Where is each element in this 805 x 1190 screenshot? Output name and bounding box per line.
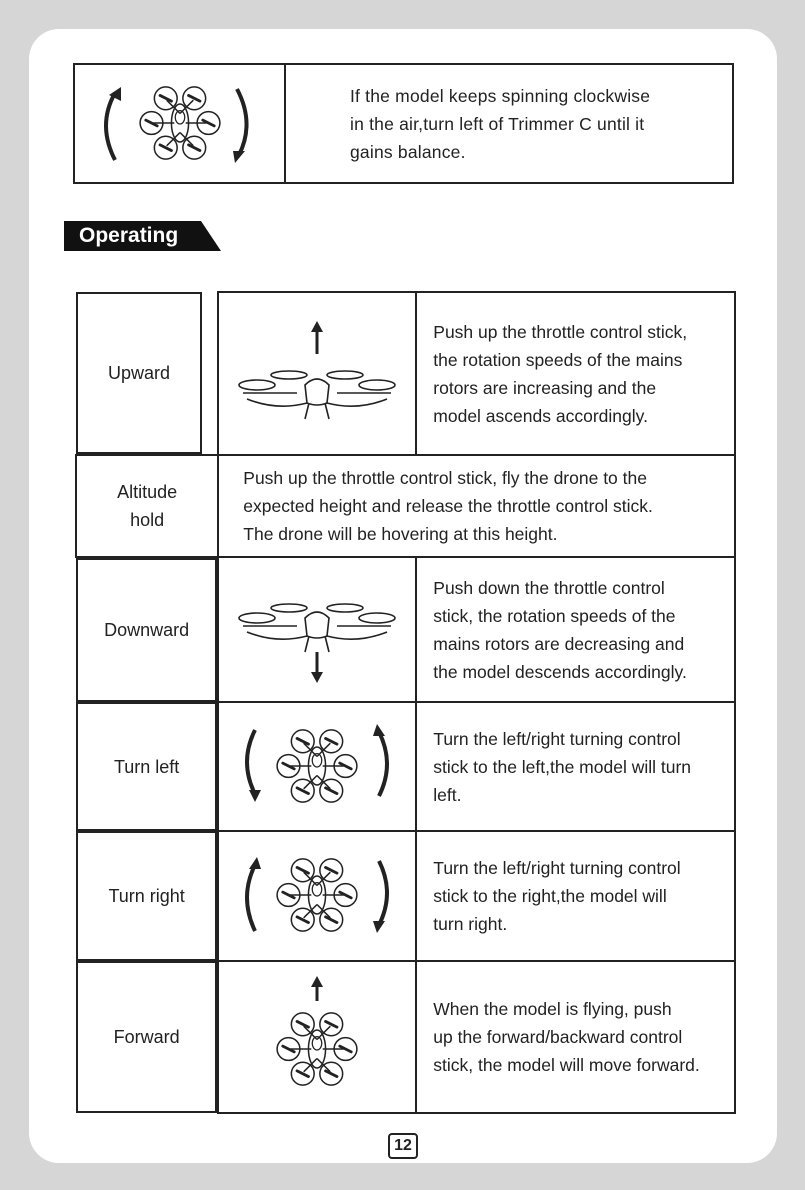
- op-label: Forward: [76, 961, 217, 1113]
- table-row: [76, 831, 735, 961]
- drone-top-turn-right-icon: [219, 835, 415, 957]
- drone-top-spin-ccw-icon: [75, 65, 286, 182]
- drone-top-forward-icon: [219, 965, 415, 1109]
- op-description: Turn the left/right turning control stick to the right,the model will turn right.: [416, 831, 735, 961]
- section-title: Operating: [79, 224, 179, 247]
- drone-top-turn-left-icon: [219, 706, 415, 827]
- op-icon-cell: [218, 961, 416, 1113]
- op-icon-cell: [218, 557, 416, 702]
- trim-icon-cell: [75, 65, 286, 182]
- trim-text-line: If the model keeps spinning clockwise: [350, 86, 651, 106]
- op-label: Altitude hold: [76, 455, 218, 557]
- table-row: [76, 702, 735, 831]
- op-label: Turn left: [76, 702, 217, 831]
- trim-text-line: in the air,turn left of Trimmer C until it: [350, 114, 645, 134]
- trim-info-box: [73, 63, 734, 184]
- table-row: [76, 292, 735, 455]
- op-description: Push up the throttle control stick, fly the drone to the expected height and release the throttle control stick. The drone will be hovering at this height.: [218, 455, 735, 557]
- op-label: Upward: [76, 292, 202, 454]
- trim-text-line: gains balance.: [350, 142, 466, 162]
- op-description: Push up the throttle control stick, the rotation speeds of the mains rotors are increasing and the model ascends accordingly.: [416, 292, 735, 455]
- op-description: Turn the left/right turning control stick to the left,the model will turn left.: [416, 702, 735, 831]
- op-label: Downward: [76, 558, 217, 702]
- op-description: When the model is flying, push up the forward/backward control stick, the model will move forward.: [416, 961, 735, 1113]
- drone-side-down-icon: [219, 562, 415, 698]
- drone-side-up-icon: [219, 299, 415, 449]
- operations-table: [75, 291, 736, 1114]
- op-description: Push down the throttle control stick, the rotation speeds of the mains rotors are decreasing and the model descends accordingly.: [416, 557, 735, 702]
- table-row: [76, 961, 735, 1113]
- table-row: [76, 455, 735, 557]
- table-row: [76, 557, 735, 702]
- op-icon-cell: [218, 831, 416, 961]
- trim-description: [350, 82, 730, 166]
- op-icon-cell: [218, 292, 416, 455]
- op-label: Turn right: [76, 831, 217, 961]
- page-number: 12: [388, 1133, 418, 1159]
- op-icon-cell: [218, 702, 416, 831]
